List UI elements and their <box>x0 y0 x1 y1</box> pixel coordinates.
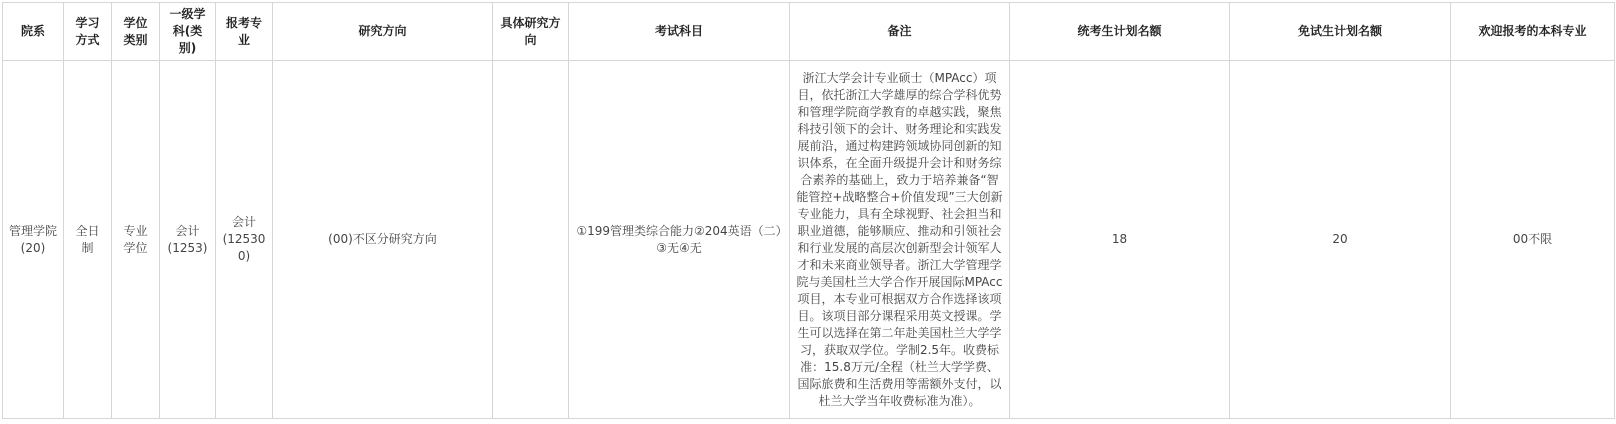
header-department: 院系 <box>3 3 64 61</box>
cell-unified-quota: 18 <box>1010 61 1230 419</box>
header-welcome-majors: 欢迎报考的本科专业 <box>1451 3 1615 61</box>
header-unified-quota: 统考生计划名额 <box>1010 3 1230 61</box>
header-study-mode: 学习方式 <box>64 3 112 61</box>
header-research-direction: 研究方向 <box>273 3 493 61</box>
cell-exempt-quota: 20 <box>1230 61 1451 419</box>
header-specific-direction: 具体研究方向 <box>493 3 569 61</box>
cell-exam-subjects: ①199管理类综合能力②204英语（二）③无④无 <box>569 61 790 419</box>
cell-welcome-majors: 00不限 <box>1451 61 1615 419</box>
cell-study-mode: 全日制 <box>64 61 112 419</box>
header-first-level-subject: 一级学科(类别) <box>160 3 216 61</box>
header-exempt-quota: 免试生计划名额 <box>1230 3 1451 61</box>
cell-research-direction: (00)不区分研究方向 <box>273 61 493 419</box>
cell-major: 会计(125300) <box>216 61 273 419</box>
header-row <box>3 3 1615 61</box>
header-degree-type: 学位类别 <box>112 3 160 61</box>
cell-degree-type: 专业学位 <box>112 61 160 419</box>
header-notes: 备注 <box>790 3 1010 61</box>
cell-department: 管理学院(20) <box>3 61 64 419</box>
admissions-table <box>2 2 1615 419</box>
header-exam-subjects: 考试科目 <box>569 3 790 61</box>
cell-first-level-subject: 会计(1253) <box>160 61 216 419</box>
header-major: 报考专业 <box>216 3 273 61</box>
cell-notes: 浙江大学会计专业硕士（MPAcc）项目，依托浙江大学雄厚的综合学科优势和管理学院商学教育的卓越实践，聚焦科技引领下的会计、财务理论和实践发展前沿，通过构建跨领域协同创新的知识体系，在全面升级提升会计和财务综合素养的基础上，致力于培养兼备“智能管控+战略整合+价值发现”三大创新专业能力，具有全球视野、社会担当和职业道德，能够顺应、推动和引领社会和行业发展的高层次创新型会计领军人才和未来商业领导者。浙江大学管理学院与美国杜兰大学合作开展国际MPAcc项目，本专业可根据双方合作选择该项目。该项目部分课程采用英文授课。学生可以选择在第二年赴美国杜兰大学学习，获取双学位。学制2.5年。收费标准：15.8万元/全程（杜兰大学学费、国际旅费和生活费用等需额外支付，以杜兰大学当年收费标准为准）。 <box>790 61 1010 419</box>
cell-specific-direction <box>493 61 569 419</box>
table-row <box>3 61 1615 419</box>
